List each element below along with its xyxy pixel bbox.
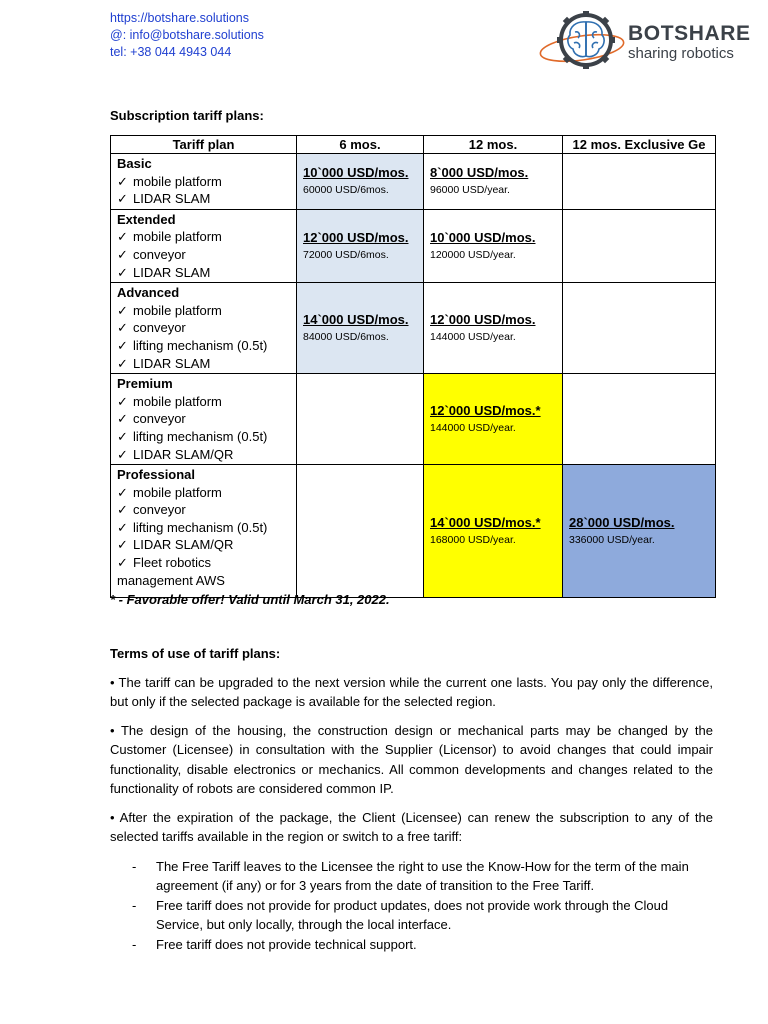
list-item: - Free tariff does not provide for product updates, does not provide work through the Cloud Service, but only locally, through the local interface.: [132, 897, 669, 933]
feature-item: ✓ LIDAR SLAM: [117, 355, 211, 371]
check-icon: ✓: [117, 484, 128, 500]
check-icon: ✓: [117, 411, 128, 427]
feature-item: ✓ LIDAR SLAM: [117, 191, 211, 207]
brain-gear-icon: [538, 10, 626, 74]
check-icon: ✓: [117, 337, 128, 353]
price-exclusive-extended: [563, 209, 716, 282]
check-icon: ✓: [117, 393, 128, 409]
logo-subtitle: sharing robotics: [628, 45, 734, 62]
check-icon: ✓: [117, 502, 128, 518]
plan-cell-basic: [111, 154, 297, 210]
website-link[interactable]: https://botshare.solutions: [110, 11, 249, 25]
feature-item: ✓ LIDAR SLAM/QR: [117, 446, 234, 462]
check-icon: ✓: [117, 537, 128, 553]
plan-name: Professional: [117, 467, 196, 483]
check-icon: ✓: [117, 428, 128, 444]
feature-item: ✓ mobile platform: [117, 393, 222, 409]
plan-name: Advanced: [117, 285, 180, 301]
check-icon: ✓: [117, 264, 128, 280]
header-12-mos-exclusive: 12 mos. Exclusive Ge: [563, 136, 716, 154]
check-icon: ✓: [117, 229, 128, 245]
check-icon: ✓: [117, 555, 128, 571]
header-12-mos: 12 mos.: [424, 136, 563, 154]
plan-cell-premium: [111, 374, 297, 465]
feature-item: ✓ mobile platform: [117, 229, 222, 245]
header-6-mos: 6 mos.: [297, 136, 424, 154]
logo-title: BOTSHARE: [628, 22, 751, 45]
table-header-row: [111, 136, 716, 154]
price-12mos-basic: 8`000 USD/mos. 96000 USD/year.: [424, 154, 563, 210]
header-contacts: [110, 10, 264, 61]
check-icon: ✓: [117, 191, 128, 207]
price-exclusive-premium: [563, 374, 716, 465]
list-item: - Free tariff does not provide technical support.: [132, 936, 417, 952]
check-icon: ✓: [117, 173, 128, 189]
terms-paragraph-design: • The design of the housing, the construction design or mechanical parts may be changed by the Customer (Licensee) in consultation with the Supplier (Licensor) to avoid changes that could impair functionality, disable electronics or mechanics. All common developments and changes related to the functionality of robots are considered common IP.: [110, 723, 713, 797]
table-row-professional: [111, 465, 716, 598]
check-icon: ✓: [117, 355, 128, 371]
plan-cell-professional: [111, 465, 297, 598]
feature-item: ✓ LIDAR SLAM/QR: [117, 537, 234, 553]
plan-cell-extended: [111, 209, 297, 282]
feature-item: ✓ lifting mechanism (0.5t): [117, 519, 268, 535]
header-tariff-plan: Tariff plan: [111, 136, 297, 154]
feature-item: ✓ mobile platform: [117, 484, 222, 500]
check-icon: ✓: [117, 320, 128, 336]
terms-paragraph-renewal: • After the expiration of the package, the Client (Licensee) can renew the subscription to any of the selected tariffs available in the region or switch to a free tariff:: [110, 810, 713, 845]
price-12mos-professional: 14`000 USD/mos.* 168000 USD/year.: [424, 465, 563, 598]
feature-item: ✓ conveyor: [117, 320, 186, 336]
tariff-table: [110, 135, 716, 598]
price-exclusive-advanced: [563, 283, 716, 374]
table-row-basic: [111, 154, 716, 210]
price-exclusive-basic: [563, 154, 716, 210]
table-row-premium: [111, 374, 716, 465]
plan-name: Extended: [117, 211, 176, 227]
price-12mos-premium: 12`000 USD/mos.* 144000 USD/year.: [424, 374, 563, 465]
price-6mos-advanced: 14`000 USD/mos. 84000 USD/6mos.: [297, 283, 424, 374]
feature-item: ✓ conveyor: [117, 502, 186, 518]
plan-name: Premium: [117, 376, 173, 392]
feature-item: ✓ mobile platform: [117, 302, 222, 318]
feature-item: ✓ mobile platform: [117, 173, 222, 189]
check-icon: ✓: [117, 519, 128, 535]
phone-link[interactable]: tel: +38 044 4943 044: [110, 45, 232, 59]
feature-item: ✓ conveyor: [117, 411, 186, 427]
check-icon: ✓: [117, 302, 128, 318]
feature-item: ✓ conveyor: [117, 246, 186, 262]
plan-cell-advanced: [111, 283, 297, 374]
terms-title: Terms of use of tariff plans:: [110, 646, 281, 661]
feature-item: ✓ Fleet robotics management AWS: [117, 555, 225, 588]
email-link[interactable]: @: info@botshare.solutions: [110, 28, 264, 42]
check-icon: ✓: [117, 446, 128, 462]
table-row-extended: [111, 209, 716, 282]
price-6mos-professional: [297, 465, 424, 598]
price-12mos-extended: 10`000 USD/mos. 120000 USD/year.: [424, 209, 563, 282]
table-row-advanced: [111, 283, 716, 374]
price-12mos-advanced: 12`000 USD/mos. 144000 USD/year.: [424, 283, 563, 374]
list-item: - The Free Tariff leaves to the Licensee the right to use the Know-How for the term of the main agreement (if any) or for 3 years from the date of transition to the Free Tariff.: [132, 859, 689, 894]
price-6mos-extended: 12`000 USD/mos. 72000 USD/6mos.: [297, 209, 424, 282]
feature-item: ✓ lifting mechanism (0.5t): [117, 428, 268, 444]
free-tariff-list: [110, 857, 713, 954]
check-icon: ✓: [117, 246, 128, 262]
price-6mos-basic: 10`000 USD/mos. 60000 USD/6mos.: [297, 154, 424, 210]
price-exclusive-professional: 28`000 USD/mos. 336000 USD/year.: [563, 465, 716, 598]
plan-name: Basic: [117, 156, 152, 171]
price-6mos-premium: [297, 374, 424, 465]
feature-item: ✓ lifting mechanism (0.5t): [117, 337, 268, 353]
feature-item: ✓ LIDAR SLAM: [117, 264, 211, 280]
botshare-logo: [538, 10, 760, 74]
subscription-title: Subscription tariff plans:: [110, 108, 264, 123]
terms-paragraph-upgrade: • The tariff can be upgraded to the next version while the current one lasts. You pay only the difference, but only if the selected package is available for the selected region.: [110, 675, 713, 710]
offer-note: * - Favorable offer! Valid until March 31, 2022.: [110, 592, 390, 607]
